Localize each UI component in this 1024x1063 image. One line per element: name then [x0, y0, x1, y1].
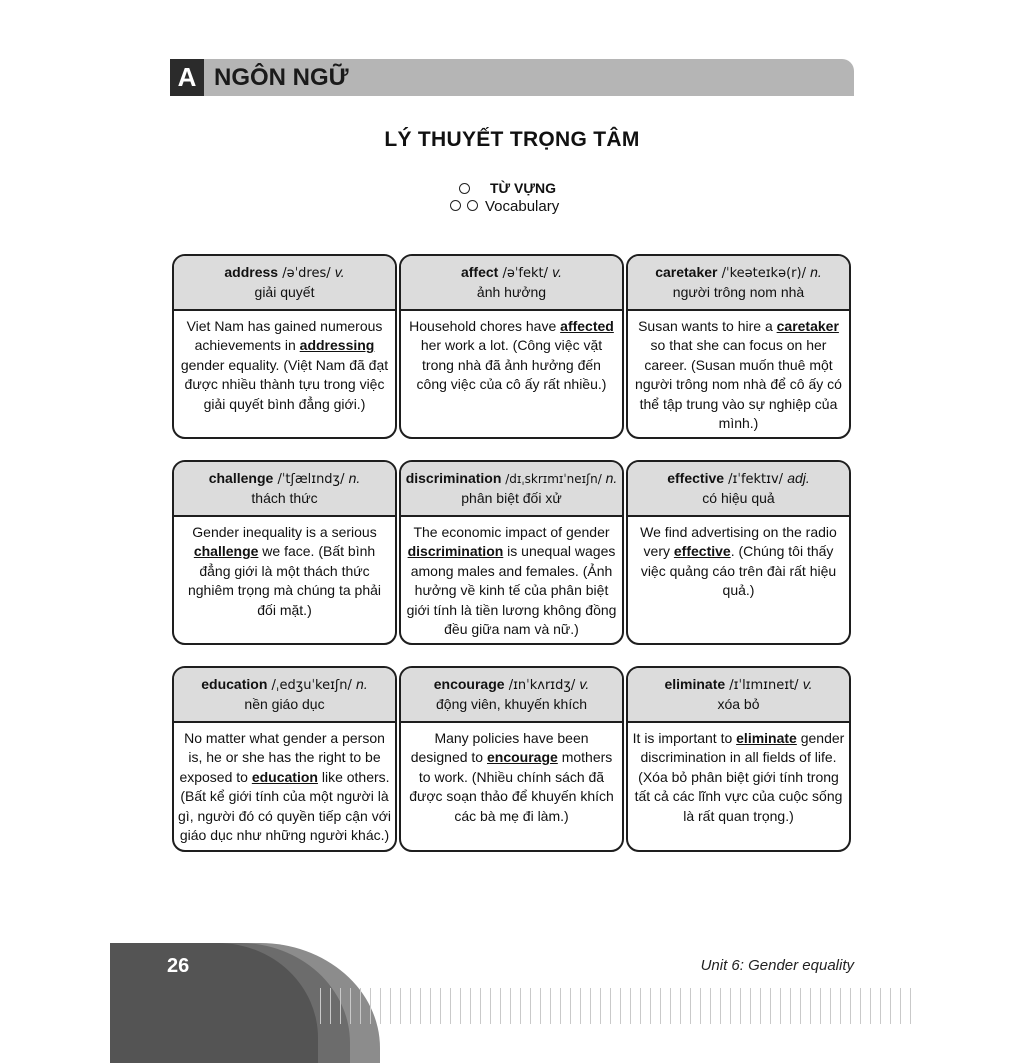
- unit-label: Unit 6: Gender equality: [700, 957, 854, 974]
- vocab-card-education: [172, 666, 397, 852]
- example: [628, 311, 849, 433]
- example-text: It is important to: [632, 730, 737, 746]
- circle-icon: [450, 200, 461, 211]
- term-line: [655, 263, 822, 283]
- term: caretaker: [655, 264, 718, 280]
- example-text: like others. (Bất kể giới tính của một người là gì, người đó có quyền tiếp cận với giáo dục như những người khác.): [178, 768, 391, 844]
- part-of-speech: v.: [802, 676, 813, 692]
- part-of-speech: v.: [579, 676, 590, 692]
- card-header: [401, 462, 622, 517]
- term: education: [201, 676, 268, 692]
- example-text: Susan wants to hire a: [638, 318, 777, 334]
- part-of-speech: n.: [605, 470, 618, 486]
- card-header: [628, 256, 849, 311]
- example-text: No matter what gender a person is, he or she has the right to be exposed to: [179, 730, 385, 785]
- example: [628, 517, 849, 601]
- example-text: Gender inequality is a serious: [192, 524, 377, 540]
- term-line: [224, 263, 344, 283]
- example-text: so that she can focus on her career. (Susan muốn thuê một người trông nom nhà để cô ấy có thể tập trung vào sự nghiệp của mình.): [635, 337, 842, 432]
- card-header: [401, 256, 622, 311]
- ipa: /dɪˌskrɪmɪˈneɪʃn/: [501, 472, 606, 486]
- example-text: mothers to work. (Nhiều chính sách đã được soạn thảo để khuyến khích các bà mẹ đi làm.): [409, 749, 614, 824]
- example-text: Viet Nam has gained numerous achievements in: [186, 318, 383, 354]
- term-line: [434, 675, 590, 695]
- ipa: /ɪnˈkʌrɪdʒ/: [504, 678, 580, 693]
- ipa: /ˈtʃælɪndʒ/: [273, 472, 349, 487]
- example-text: we face. (Bất bình đẳng giới là một thách thức nghiêm trọng mà chúng ta phải đối mặt.): [187, 543, 381, 618]
- vocab-card-effective: [626, 460, 851, 645]
- keyword: caretaker: [776, 318, 839, 334]
- keyword: effective: [673, 543, 731, 560]
- term-line: [667, 469, 810, 489]
- part-of-speech: adj.: [787, 470, 810, 486]
- example-text: The economic impact of gender: [413, 524, 610, 540]
- ipa: /əˈdres/: [278, 266, 335, 281]
- term: address: [224, 264, 279, 280]
- meaning: giải quyết: [254, 284, 315, 300]
- example-text: . (Chúng tôi thấy việc quảng cáo trên đài rất hiệu quả.): [640, 543, 837, 599]
- example: [174, 517, 395, 620]
- section-title: NGÔN NGỮ: [214, 64, 349, 91]
- part-of-speech: v.: [334, 264, 345, 280]
- term-line: [664, 675, 812, 695]
- card-header: [401, 668, 622, 723]
- ipa: /ˌedʒuˈkeɪʃn/: [267, 678, 357, 693]
- example-text: Many policies have been designed to: [410, 730, 589, 766]
- meaning: nền giáo dục: [244, 696, 325, 712]
- example-text: We find advertising on the radio very: [640, 524, 837, 560]
- term-line: [209, 469, 361, 489]
- vocab-card-encourage: [399, 666, 624, 852]
- keyword: challenge: [193, 543, 259, 560]
- meaning: xóa bỏ: [717, 696, 760, 712]
- term: challenge: [208, 470, 274, 486]
- vocab-card-challenge: [172, 460, 397, 645]
- circle-icon: [459, 183, 470, 194]
- meaning: phân biệt đối xử: [461, 490, 562, 506]
- ipa: /ˈkeəteɪkə(r)/: [717, 266, 811, 281]
- ipa: /ɪˈfektɪv/: [724, 472, 788, 487]
- example: [628, 723, 849, 826]
- example: [174, 311, 395, 414]
- keyword: affected: [560, 318, 614, 334]
- meaning: có hiệu quả: [702, 490, 775, 506]
- example-text: her work a lot. (Công việc vặt trong nhà đã ảnh hưởng đến công việc của cô ấy rất nhiều.): [416, 337, 607, 393]
- example-text: gender discrimination in all fields of life. (Xóa bỏ phân biệt giới tính trong tất cả các lĩnh vực của cuộc sống là rất quan trọng.): [634, 730, 845, 824]
- term: discrimination: [405, 470, 502, 486]
- keyword: addressing: [299, 337, 375, 354]
- vocab-heading-vi: TỪ VỰNG: [490, 180, 557, 196]
- vocab-heading-en: Vocabulary: [485, 198, 560, 215]
- meaning: động viên, khuyến khích: [436, 696, 587, 712]
- keyword: education: [251, 768, 318, 785]
- part-of-speech: n.: [810, 264, 822, 280]
- card-header: [174, 256, 395, 311]
- example: [174, 723, 395, 845]
- term-line: [201, 675, 367, 695]
- card-header: [174, 668, 395, 723]
- part-of-speech: n.: [356, 676, 368, 692]
- term: encourage: [433, 676, 505, 692]
- term: effective: [667, 470, 725, 486]
- example: [401, 311, 622, 395]
- meaning: thách thức: [251, 490, 318, 506]
- example: [401, 517, 622, 639]
- example-text: gender equality. (Việt Nam đã đạt được nhiều thành tựu trong việc giải quyết bình đẳng giới.): [180, 356, 389, 412]
- vocab-card-address: [172, 254, 397, 439]
- section-letter: A: [170, 59, 204, 96]
- part-of-speech: n.: [348, 470, 361, 486]
- vocab-card-caretaker: [626, 254, 851, 439]
- example-text: is unequal wages among males and females. (Ảnh hưởng về kinh tế của phân biệt giới tính là tiền lương không đồng đều giữa nam và nữ.): [406, 543, 617, 638]
- term: affect: [460, 264, 499, 280]
- example-text: Household chores have: [409, 318, 561, 334]
- section-header-bar: [170, 59, 854, 96]
- ipa: /ɪˈlɪmɪneɪt/: [725, 678, 803, 693]
- footer-rule-lines: [320, 988, 916, 1024]
- circle-icon: [467, 200, 478, 211]
- term-line: [406, 469, 618, 489]
- meaning: ảnh hưởng: [476, 284, 547, 300]
- keyword: discrimination: [407, 543, 504, 560]
- card-header: [628, 462, 849, 517]
- keyword: encourage: [487, 749, 558, 766]
- term: eliminate: [664, 676, 726, 692]
- ipa: /əˈfekt/: [498, 266, 553, 281]
- vocab-card-affect: [399, 254, 624, 439]
- term-line: [461, 263, 562, 283]
- card-header: [174, 462, 395, 517]
- vocab-card-discrimination: [399, 460, 624, 645]
- page-number: 26: [167, 955, 190, 977]
- example: [401, 723, 622, 826]
- vocab-card-eliminate: [626, 666, 851, 852]
- part-of-speech: v.: [552, 264, 562, 280]
- card-header: [628, 668, 849, 723]
- page-title: LÝ THUYẾT TRỌNG TÂM: [384, 128, 640, 151]
- keyword: eliminate: [736, 730, 797, 746]
- meaning: người trông nom nhà: [672, 284, 805, 300]
